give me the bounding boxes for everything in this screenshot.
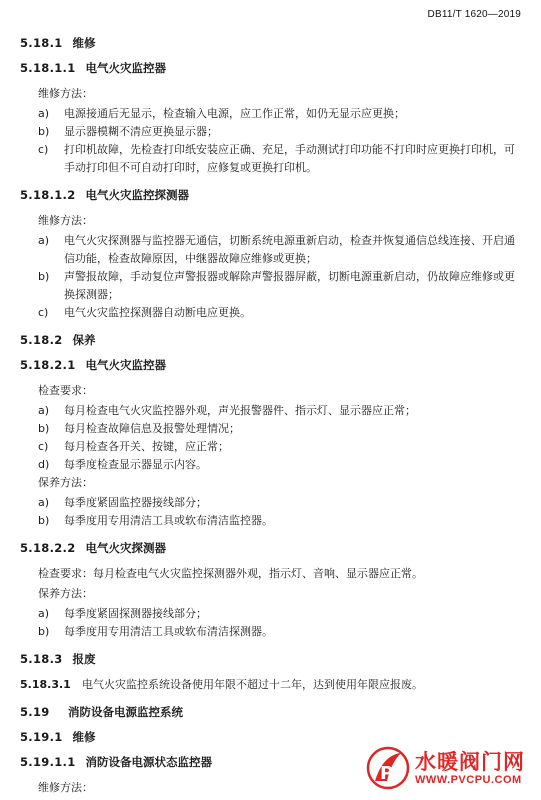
section-heading-5-18-2-2 bbox=[20, 540, 521, 557]
list-item bbox=[38, 494, 521, 512]
section-title: 报废 bbox=[72, 652, 96, 666]
section-body-5-18-1-2 bbox=[20, 212, 521, 322]
list-text: 每季度检查显示器显示内容。 bbox=[64, 458, 207, 471]
list-marker: a) bbox=[38, 107, 50, 120]
section-title: 电气火灾监控器 bbox=[85, 61, 167, 75]
section-body-5-18-1-1 bbox=[20, 85, 521, 177]
list-text: 电气火灾监控探测器自动断电应更换。 bbox=[64, 306, 251, 319]
list-marker: b) bbox=[38, 514, 50, 527]
list-marker: a) bbox=[38, 496, 50, 509]
list-text: 电源接通后无显示，检查输入电源，应工作正常，如仍无显示应更换； bbox=[64, 107, 405, 120]
list-marker: a) bbox=[38, 607, 50, 620]
svg-text:P: P bbox=[380, 763, 394, 784]
section-heading-5-18-2 bbox=[20, 332, 521, 349]
clause-text: 电气火灾监控系统设备使用年限不超过十二年，达到使用年限应报废。 bbox=[82, 678, 423, 691]
section-title: 电气火灾探测器 bbox=[85, 541, 167, 555]
section-number: 5.19.1 bbox=[20, 730, 63, 744]
list-item bbox=[38, 232, 521, 268]
section-number: 5.18.3.1 bbox=[20, 678, 71, 691]
list-item bbox=[38, 304, 521, 322]
method-intro: 维修方法： bbox=[38, 214, 93, 227]
list-text: 每季度用专用清洁工具或软布清洁监控器。 bbox=[64, 514, 273, 527]
section-number: 5.19 bbox=[20, 705, 50, 719]
list-item bbox=[38, 402, 521, 420]
section-number: 5.18.2.2 bbox=[20, 541, 76, 555]
section-number: 5.18.1.2 bbox=[20, 188, 76, 202]
section-title: 消防设备电源状态监控器 bbox=[85, 755, 213, 769]
list-marker: c) bbox=[38, 440, 49, 453]
section-heading-5-18-1 bbox=[20, 35, 521, 52]
section-heading-5-18-1-2 bbox=[20, 187, 521, 204]
method-intro: 维修方法： bbox=[38, 87, 93, 100]
section-body-5-18-2-2 bbox=[20, 565, 521, 641]
watermark-site-name: 水暖阀门网 bbox=[415, 750, 525, 774]
section-heading-5-18-3 bbox=[20, 651, 521, 668]
list-item bbox=[38, 438, 521, 456]
section-number: 5.18.1.1 bbox=[20, 61, 76, 75]
list-marker: b) bbox=[38, 422, 50, 435]
list-item bbox=[38, 105, 521, 123]
section-heading-5-19 bbox=[20, 704, 521, 721]
section-title: 保养 bbox=[72, 333, 96, 347]
check-intro: 检查要求： bbox=[38, 384, 93, 397]
list-item bbox=[38, 456, 521, 474]
section-title: 维修 bbox=[72, 730, 96, 744]
watermark-logo-icon bbox=[365, 745, 411, 791]
list-text: 每季度紧固监控器接线部分； bbox=[64, 496, 207, 509]
section-heading-5-18-1-1 bbox=[20, 60, 521, 77]
method-intro: 维修方法： bbox=[38, 781, 93, 794]
section-title: 维修 bbox=[72, 36, 96, 50]
list-text: 每月检查电气火灾监控器外观，声光报警器件、指示灯、显示器应正常； bbox=[64, 404, 416, 417]
check-requirement: 检查要求：每月检查电气火灾监控探测器外观，指示灯、音响、显示器应正常。 bbox=[38, 567, 423, 580]
list-text: 声警报故障，手动复位声警报器或解除声警报器屏蔽，切断电源重新启动，仍故障应维修或更换探测器； bbox=[64, 270, 515, 301]
maintenance-intro: 保养方法： bbox=[38, 587, 93, 600]
document-code-header: DB11/T 1620—2019 bbox=[427, 9, 521, 20]
list-item bbox=[38, 268, 521, 304]
section-title: 电气火灾监控器 bbox=[85, 358, 167, 372]
list-text: 每季度用专用清洁工具或软布清洁探测器。 bbox=[64, 625, 273, 638]
list-item bbox=[38, 623, 521, 641]
list-marker: b) bbox=[38, 625, 50, 638]
section-number: 5.19.1.1 bbox=[20, 755, 76, 769]
section-title: 消防设备电源监控系统 bbox=[68, 705, 183, 719]
maintenance-intro: 保养方法： bbox=[38, 476, 93, 489]
watermark-url: WWW.PVCPU.COM bbox=[415, 774, 522, 786]
list-marker: a) bbox=[38, 234, 50, 247]
list-text: 每季度紧固探测器接线部分； bbox=[64, 607, 207, 620]
list-text: 显示器模糊不清应更换显示器； bbox=[64, 125, 218, 138]
section-number: 5.18.2.1 bbox=[20, 358, 76, 372]
section-heading-5-18-2-1 bbox=[20, 357, 521, 374]
list-marker: b) bbox=[38, 270, 50, 283]
list-item bbox=[38, 512, 521, 530]
section-number: 5.18.2 bbox=[20, 333, 63, 347]
list-marker: a) bbox=[38, 404, 50, 417]
list-item bbox=[38, 420, 521, 438]
list-text: 每月检查故障信息及报警处理情况； bbox=[64, 422, 240, 435]
list-text: 每月检查各开关、按键，应正常； bbox=[64, 440, 229, 453]
document-body bbox=[20, 35, 521, 799]
section-number: 5.18.1 bbox=[20, 36, 63, 50]
site-watermark bbox=[365, 742, 535, 794]
list-text: 电气火灾探测器与监控器无通信，切断系统电源重新启动，检查并恢复通信总线连接、开启通信功能，检查故障原因，中继器故障应维修或更换； bbox=[64, 234, 515, 265]
list-text: 打印机故障，先检查打印纸安装应正确、充足，手动测试打印功能不打印时应更换打印机，可手动打印但不可自动打印时，应修复或更换打印机。 bbox=[64, 143, 515, 174]
list-marker: d) bbox=[38, 458, 50, 471]
section-number: 5.18.3 bbox=[20, 652, 63, 666]
list-item bbox=[38, 605, 521, 623]
list-marker: b) bbox=[38, 125, 50, 138]
list-marker: c) bbox=[38, 143, 49, 156]
clause-5-18-3-1 bbox=[20, 676, 521, 694]
section-body-5-18-2-1 bbox=[20, 382, 521, 530]
list-marker: c) bbox=[38, 306, 49, 319]
list-item bbox=[38, 123, 521, 141]
section-title: 电气火灾监控探测器 bbox=[85, 188, 190, 202]
list-item bbox=[38, 141, 521, 177]
